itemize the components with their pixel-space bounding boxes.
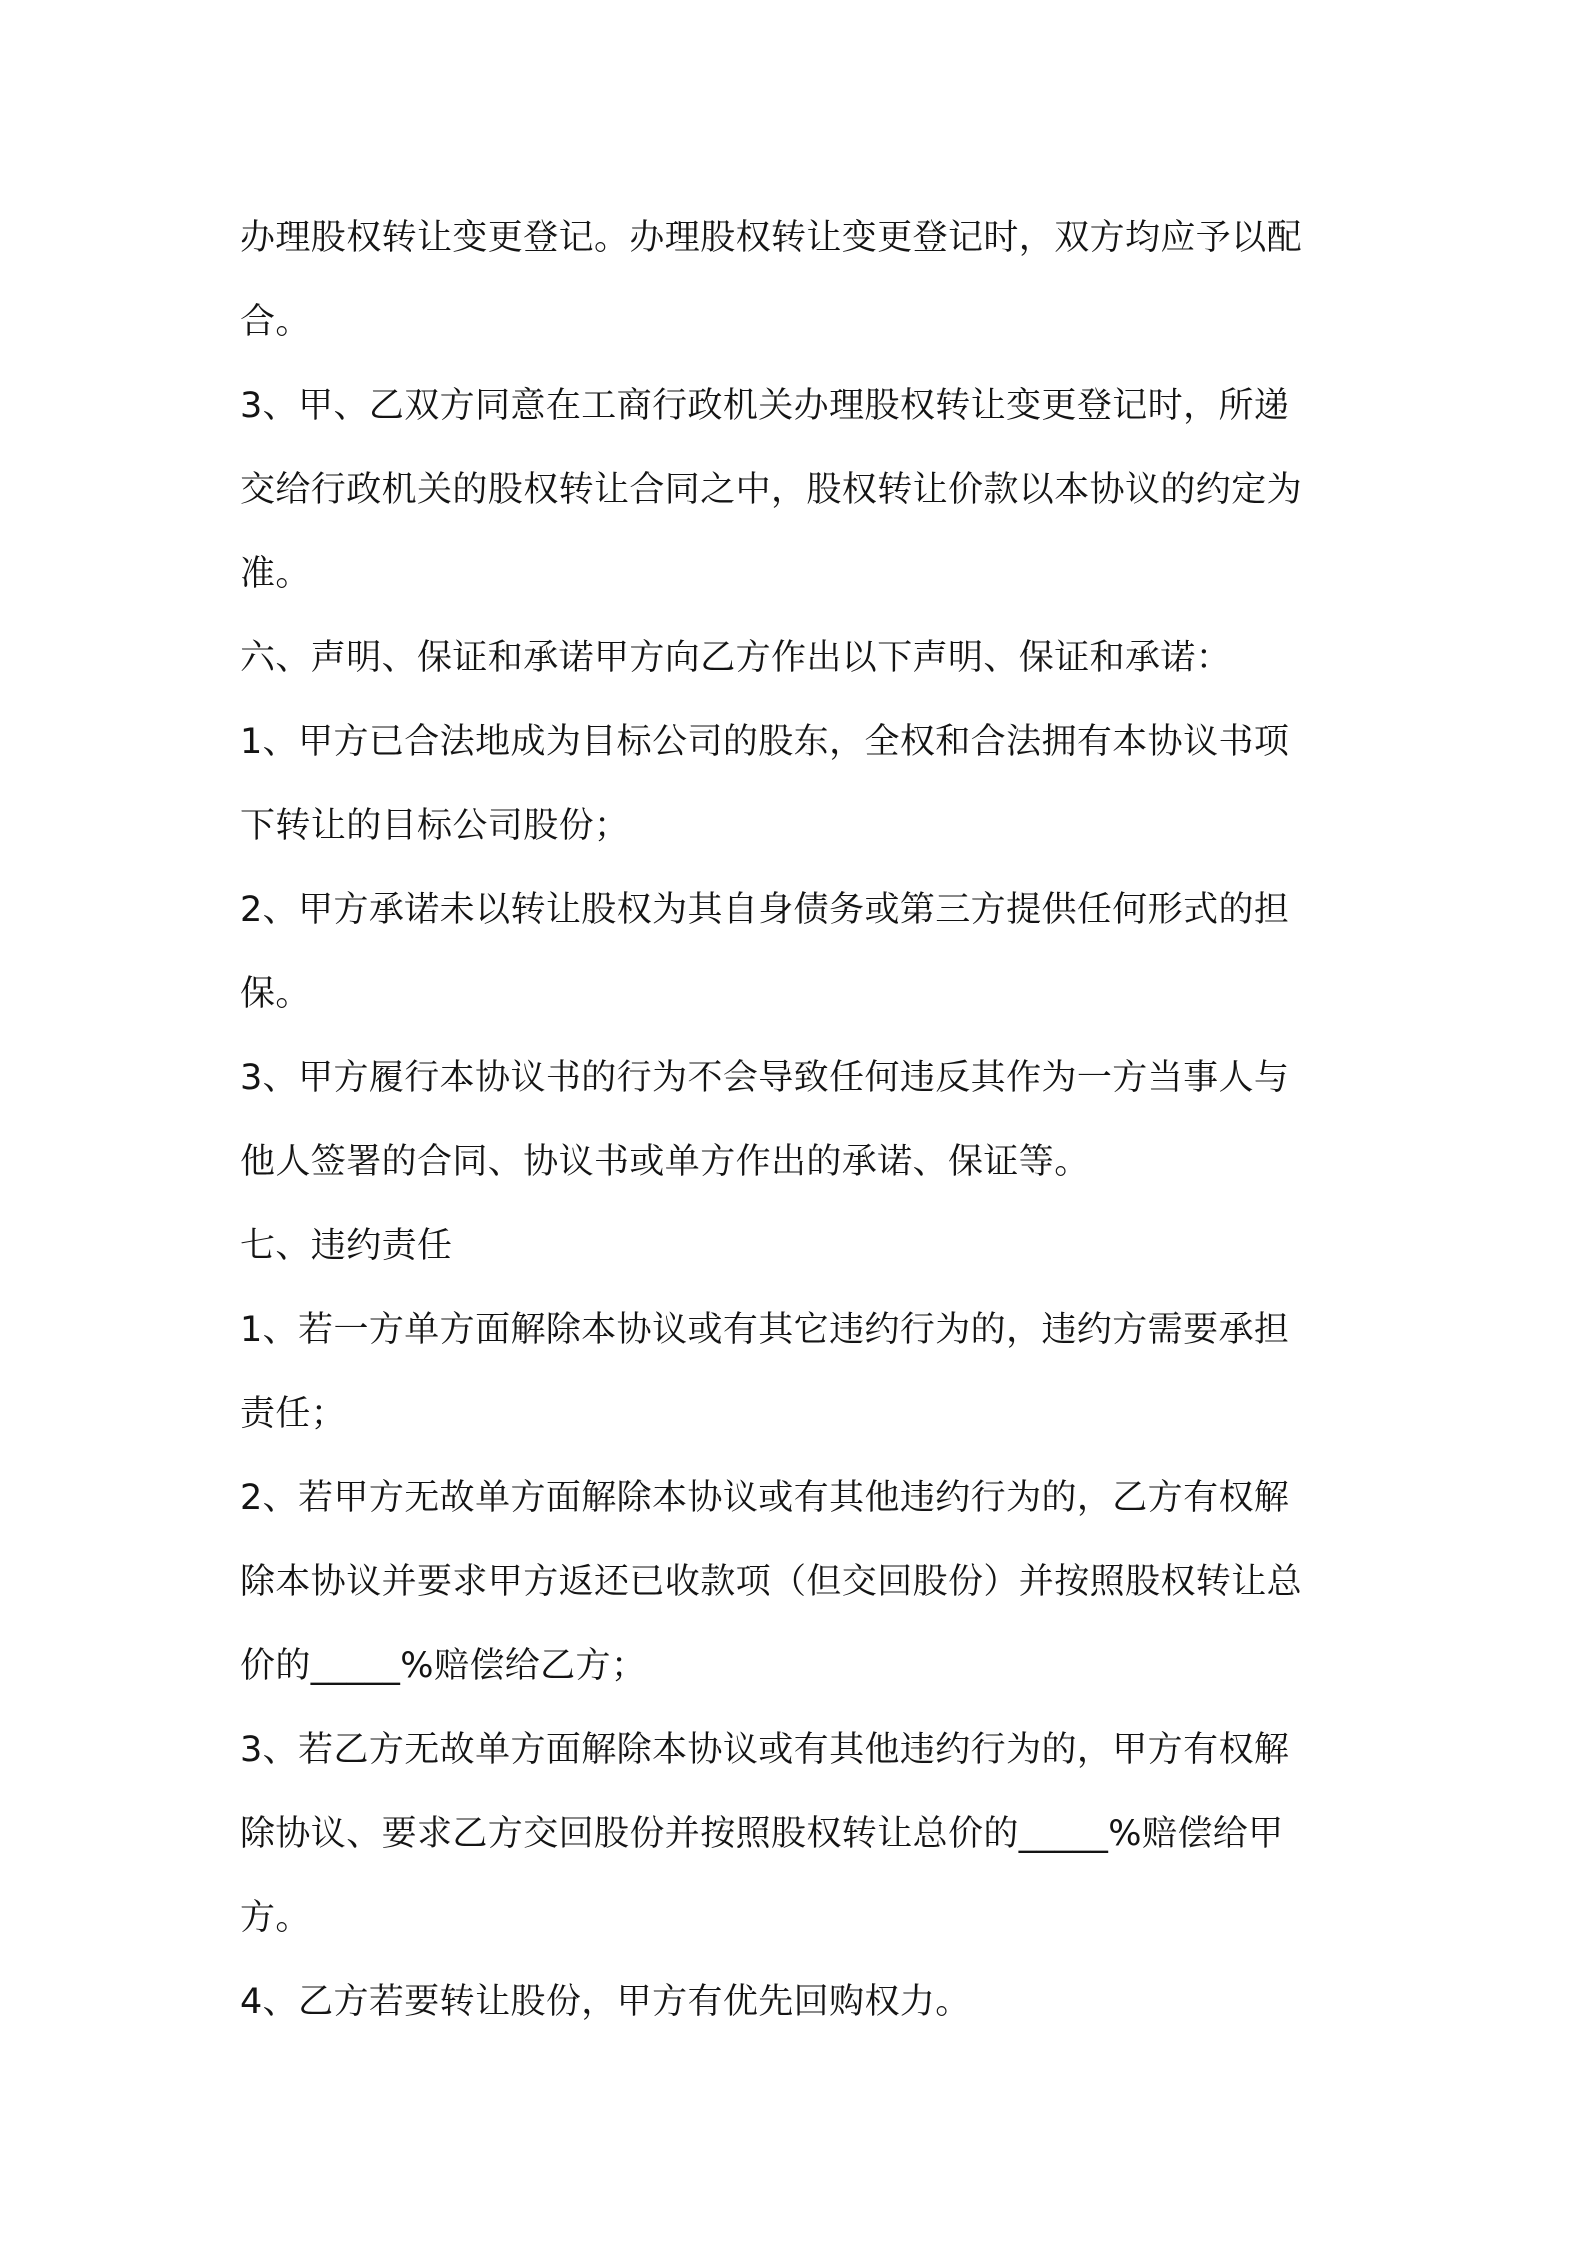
text-line: 3、甲、乙双方同意在工商行政机关办理股权转让变更登记时，所递 [240,386,1290,426]
text-line: 保。 [240,974,311,1014]
text-line: 除协议、要求乙方交回股份并按照股权转让总价的_____%赔偿给甲 [240,1814,1284,1854]
document-body [240,196,1365,2044]
text-line: 办理股权转让变更登记。办理股权转让变更登记时，双方均应予以配 [240,218,1303,258]
text-line: 方。 [240,1898,311,1938]
text-line: 2、甲方承诺未以转让股权为其自身债务或第三方提供任何形式的担 [240,890,1290,930]
text-line: 责任； [240,1394,347,1434]
text-line: 价的_____%赔偿给乙方； [240,1646,647,1686]
text-line: 3、若乙方无故单方面解除本协议或有其他违约行为的，甲方有权解 [240,1730,1290,1770]
text-line: 1、甲方已合法地成为目标公司的股东，全权和合法拥有本协议书项 [240,722,1290,762]
text-line: 1、若一方单方面解除本协议或有其它违约行为的，违约方需要承担 [240,1310,1290,1350]
text-line: 3、甲方履行本协议书的行为不会导致任何违反其作为一方当事人与 [240,1058,1290,1098]
text-line: 2、若甲方无故单方面解除本协议或有其他违约行为的，乙方有权解 [240,1478,1290,1518]
text-line: 交给行政机关的股权转让合同之中，股权转让价款以本协议的约定为 [240,470,1303,510]
text-line: 合。 [240,302,311,342]
section-heading-liability: 七、违约责任 [240,1226,453,1266]
text-line: 4、乙方若要转让股份，甲方有优先回购权力。 [240,1982,971,2022]
section-heading-declarations: 六、声明、保证和承诺甲方向乙方作出以下声明、保证和承诺： [240,638,1232,678]
text-line: 准。 [240,554,311,594]
text-line: 他人签署的合同、协议书或单方作出的承诺、保证等。 [240,1142,1090,1182]
text-line: 下转让的目标公司股份； [240,806,630,846]
text-line: 除本协议并要求甲方返还已收款项（但交回股份）并按照股权转让总 [240,1562,1303,1602]
